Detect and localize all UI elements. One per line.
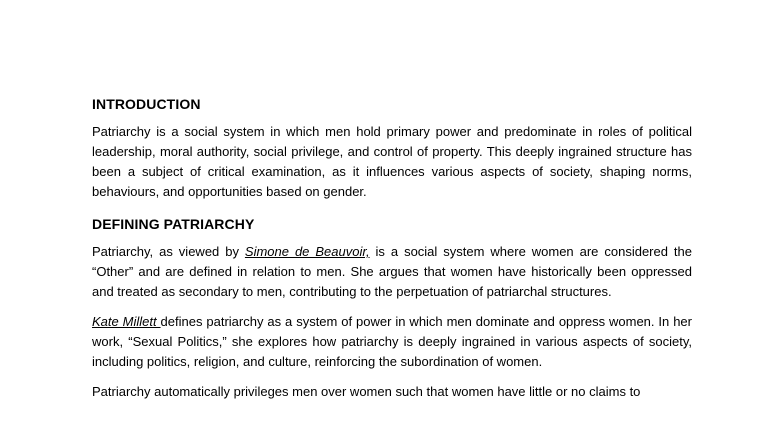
heading-introduction: INTRODUCTION xyxy=(92,96,201,112)
beauvoir-text-after: is a social system where women are considered the “Other” and are defined in relation to men. She argues that women have historically been oppressed and treated as secondary to men, contributing to the perpetuation of patriarchal structures. xyxy=(92,244,692,299)
intro-paragraph: Patriarchy is a social system in which men hold primary power and predominate in roles of political leadership, moral authority, social privilege, and control of property. This deeply ingrained structure has been a subject of critical examination, as it influences various aspects of society, shaping norms, behaviours, and opportunities based on gender. xyxy=(92,124,692,199)
beauvoir-paragraph xyxy=(92,242,692,302)
millett-text-after: defines patriarchy as a system of power in which men dominate and oppress women. In her work, “Sexual Politics,” she explores how patriarchy is deeply ingrained in various aspects of society, including politics, religion, and culture, reinforcing the subordination of women. xyxy=(92,314,692,369)
privilege-paragraph: Patriarchy automatically privileges men over women such that women have little or no claims to xyxy=(92,384,641,399)
beauvoir-text-before: Patriarchy, as viewed by xyxy=(92,244,245,259)
millett-paragraph xyxy=(92,312,692,372)
document-body xyxy=(92,96,692,412)
millett-link[interactable]: Kate Millett xyxy=(92,314,161,329)
heading-defining-patriarchy: DEFINING PATRIARCHY xyxy=(92,216,255,232)
beauvoir-link[interactable]: Simone de Beauvoir, xyxy=(244,244,370,259)
